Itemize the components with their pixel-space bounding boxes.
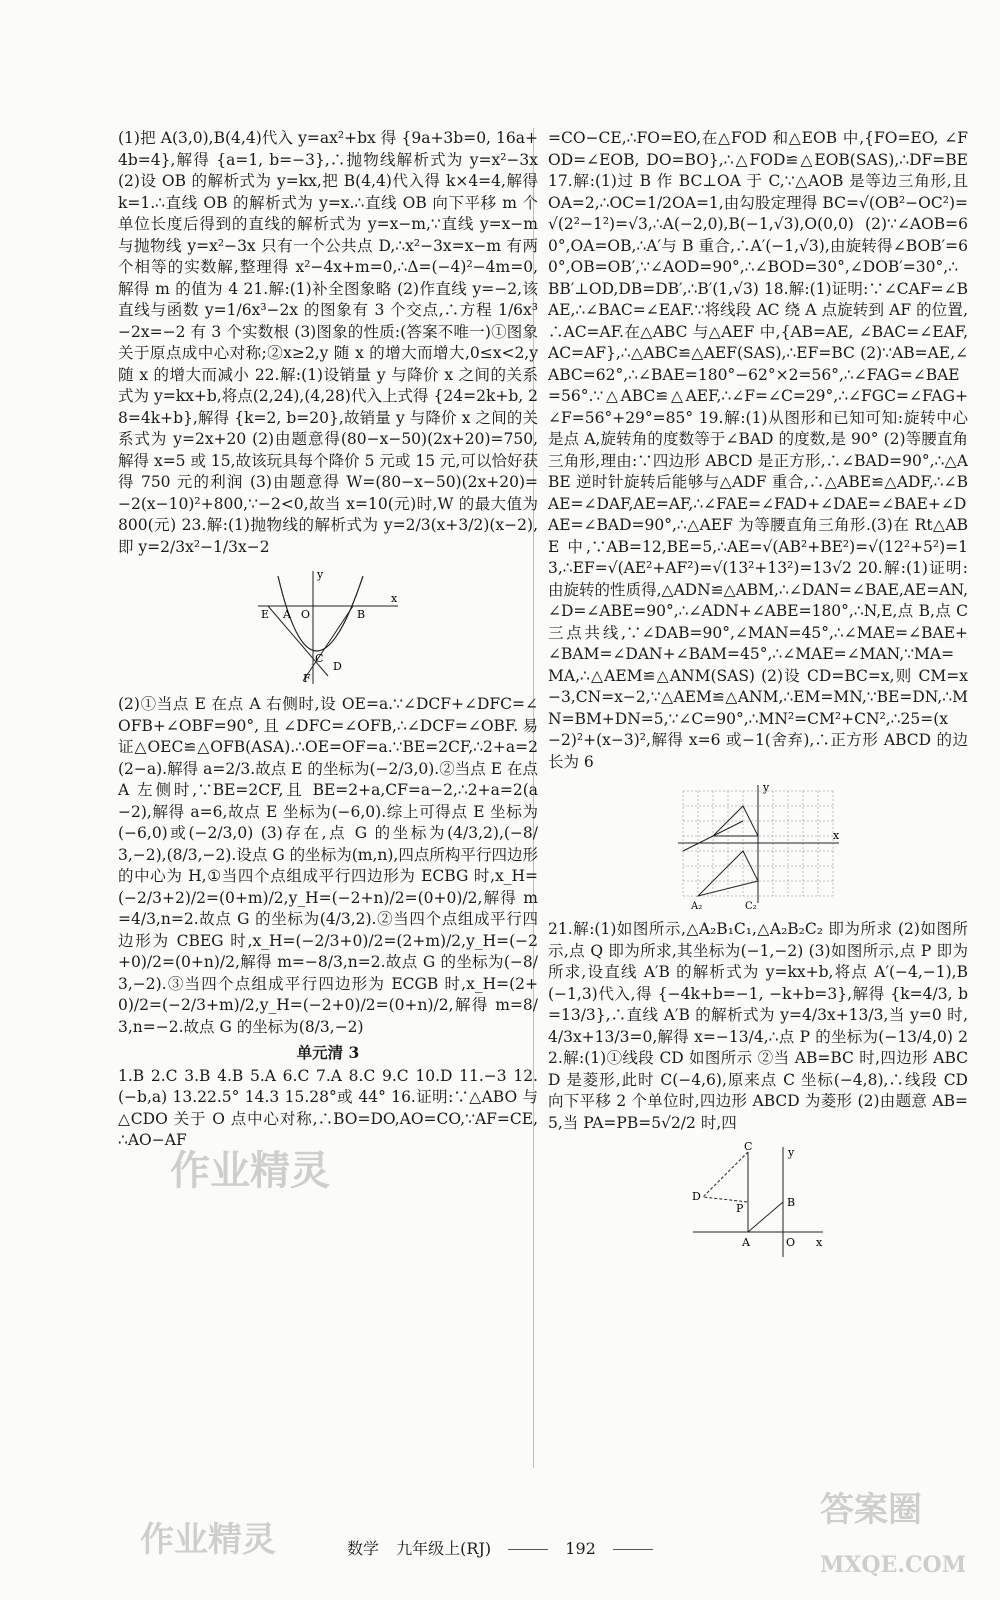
parabola-figure [253,566,403,686]
fig-label: E [261,608,270,621]
fig-label: F [303,672,311,685]
footer-subject: 数学 [347,1539,380,1558]
page-number: 192 [565,1539,596,1558]
fig-label: C [315,652,324,665]
fig-label: O [301,608,311,621]
answer-block: (1)把 A(3,0),B(4,4)代入 y=ax²+bx 得 {9a+3b=0, 16a+4b=4},解得 {a=1, b=−3},∴抛物线解析式为 y=x²−3x (2)设 OB 的解析式为 y=kx,把 B(4,4)代入得 k×4=4,解得 k=1.∴直线 OB 的解析式为 y=x.∴直线 OB 向下平移 m 个单位长度后得到的直线的解析式为 y=x−m,∵直线 y=x−m 与抛物线 y=x²−3x 只有一个公共点 D,∴x²−3x=x−m 有两个相等的实数解,整理得 x²−4x+m=0,∴Δ=(−4)²−4m=0,解得 m 的值为 4 21.解:(1)补全图象略 (2)作直线 y=−2,该直线与函数 y=1/6x³−2x 的图象有 3 个交点,∴方程 1/6x³−2x=−2 有 3 个实数根 (3)图象的性质:(答案不唯一)①图象关于原点成中心对称;②x≥2,y 随 x 的增大而增大,0≤x<2,y 随 x 的增大而减小 22.解:(1)设销量 y 与降价 x 之间的关系式为 y=kx+b,将点(2,24),(4,28)代入上式得 {24=2k+b, 28=4k+b},解得 {k=2, b=20},故销量 y 与降价 x 之间的关系式为 y=2x+20 (2)由题意得(80−x−50)(2x+20)=750,解得 x=5 或 15,故该玩具每个降价 5 元或 15 元,可以恰好获得 750 元的利润 (3)由题意得 W=(80−x−50)(2x+20)=−2(x−10)²+800,∵−2<0,故当 x=10(元)时,W 的最大值为 800(元) 23.解:(1)抛物线的解析式为 y=2/3(x+3/2)(x−2),即 y=2/3x²−1/3x−2 [118,129,538,556]
footer-rule [613,1549,653,1550]
fig-label: x [391,592,398,605]
fig-label: D [692,1190,701,1203]
fig-label: x [816,1236,823,1249]
left-column [118,128,538,1152]
fig-label: A [742,1236,750,1249]
page-footer [0,1538,1000,1560]
unit-answers: 1.B 2.C 3.B 4.B 5.A 6.C 7.A 8.C 9.C 10.D 11.−3 12.(−b,a) 13.22.5° 14.3 15.28°或 44° 16.证明:∵△ABO 与△CDO 关于 O 点中心对称,∴BO=DO,AO=CO,∵AF=CE,∴AO−AF [118,1066,538,1149]
fig-label: C₂ [745,901,757,911]
fig-label: O [786,1236,796,1249]
watermark: 答案圈 [820,1490,922,1530]
fig-label: P [736,1202,744,1215]
answer-block: 21.解:(1)如图所示,△A₂B₁C₁,△A₂B₂C₂ 即为所求 (2)如图所示,点 Q 即为所求,其坐标为(−1,−2) (3)如图所示,点 P 即为所求,设直线 A′B 的解析式为 y=kx+b,将点 A′(−4,−1),B(−1,3)代入,得 {−4k+b=−1, −k+b=3},解得 {k=4/3, b=13/3},∴直线 A′B 的解析式为 y=4/3x+13/3,当 y=0 时,4/3x+13/3=0,解得 x=−13/4,∴点 P 的坐标为(−13/4,0) 22.解:(1)①线段 CD 如图所示 ②当 AB=BC 时,四边形 ABCD 是菱形,此时 C(−4,6),原来点 C 坐标(−4,8),∴线段 CD 向下平移 2 个单位时,四边形 ABCD 为菱形 (2)由题意 AB=5,当 PA=PB=5√2/2 时,四 [548,920,968,1132]
fig-label: B [357,608,366,621]
fig-label: B [787,1196,796,1209]
fig-label: y [317,568,324,581]
watermark: 作业精灵 [170,1147,330,1194]
answer-block: (2)①当点 E 在点 A 右侧时,设 OE=a.∵∠DCF+∠DFC=∠OFB+∠OBF=90°,且∠DFC=∠OFB,∴∠DCF=∠OBF.易证△OEC≌△OFB(ASA).∴OE=OF=a.∵BE=2CF,∴2+a=2(2−a).解得 a=2/3.故点 E 的坐标为(−2/3,0).②当点 E 在点 A 左侧时,∵BE=2CF,且 BE=2+a,CF=a−2,∴2+a=2(a−2),解得 a=6,故点 E 坐标为(−6,0).综上可得点 E 坐标为(−6,0)或(−2/3,0) (3)存在,点 G 的坐标为(4/3,2),(−8/3,−2),(8/3,−2).设点 G 的坐标为(m,n),四点所构平行四边形的中心为 H,①当四个点组成平行四边形为 ECBG 时,x_H=(−2/3+2)/2=(0+m)/2,y_H=(−2+n)/2=(0+0)/2,解得 m=4/3,n=2.故点 G 的坐标为(4/3,2).②当四个点组成平行四边形为 CBEG 时,x_H=(−2/3+0)/2=(2+m)/2,y_H=(−2+0)/2=(0+n)/2,解得 m=−8/3,n=2.故点 G 的坐标为(−8/3,−2).③当四个点组成平行四边形为 ECGB 时,x_H=(2+0)/2=(−2/3+m)/2,y_H=(−2+0)/2=(0+n)/2,解得 m=8/3,n=−2.故点 G 的坐标为(8/3,−2) [118,695,538,1036]
grid-figure [673,781,843,911]
fig-label: A [283,608,291,621]
right-column [548,128,968,1270]
fig-label: y [763,781,770,794]
watermark: MXQE.COM [820,1552,967,1578]
fig-label: A₂ [691,901,703,911]
fig-label: D [333,660,342,673]
answer-block: =CO−CE,∴FO=EO,在△FOD 和△EOB 中,{FO=EO, ∠FOD=∠EOB, DO=BO},∴△FOD≌△EOB(SAS),∴DF=BE 17.解:(1)过 B 作 BC⊥OA 于 C,∵△AOB 是等边三角形,且 OA=2,∴OC=1/2OA=1,由勾股定理得 BC=√(OB²−OC²)=√(2²−1²)=√3,∴A(−2,0),B(−1,√3),O(0,0) (2)∵∠AOB=60°,OA=OB,∴A′与 B 重合,∴A′(−1,√3),由旋转得∠BOB′=60°,OB=OB′,∵∠AOD=90°,∴∠BOD=30°,∠DOB′=30°,∴BB′⊥OD,DB=DB′,∴B′(1,√3) 18.解:(1)证明:∵∠CAF=∠BAE,∴∠BAC=∠EAF.∵将线段 AC 绕 A 点旋转到 AF 的位置,∴AC=AF.在△ABC 与△AEF 中,{AB=AE, ∠BAC=∠EAF, AC=AF},∴△ABC≌△AEF(SAS),∴EF=BC (2)∵AB=AE,∠ABC=62°,∴∠BAE=180°−62°×2=56°,∴∠FAG=∠BAE=56°.∵△ABC≌△AEF,∴∠F=∠C=29°,∴∠FGC=∠FAG+∠F=56°+29°=85° 19.解:(1)从图形和已知可知:旋转中心是点 A,旋转角的度数等于∠BAD 的度数,是 90° (2)等腰直角三角形,理由:∵四边形 ABCD 是正方形,∴∠BAD=90°,∴△ABE 逆时针旋转后能够与△ADF 重合,∴△ABE≌△ADF,∴∠BAE=∠DAF,AE=AF,∴∠FAE=∠FAD+∠DAE=∠BAE+∠DAE=∠BAD=90°,∴△AEF 为等腰直角三角形.(3)在 Rt△ABE 中,∵AB=12,BE=5,∴AE=√(AB²+BE²)=√(12²+5²)=13,∴EF=√(AE²+AF²)=√(13²+13²)=13√2 20.解:(1)证明:由旋转的性质得,△ADN≌△ABM,∴∠DAN=∠BAE,AE=AN,∠D=∠ABE=90°,∴∠ADN+∠ABE=180°,∴N,E,点 B,点 C 三点共线,∵∠DAB=90°,∠MAN=45°,∴∠MAE=∠BAE+∠BAM=∠DAN+∠BAM=45°,∴∠MAE=∠MAN,∵MA=MA,∴△AEM≌△ANM(SAS) (2)设 CD=BC=x,则 CM=x−3,CN=x−2,∵△AEM≌△ANM,∴EM=MN,∵BE=DN,∴MN=BM+DN=5,∵∠C=90°,∴MN²=CM²+CN²,∴25=(x−2)²+(x−3)²,解得 x=6 或−1(舍弃),∴正方形 ABCD 的边长为 6 [548,129,968,771]
section-title: 单元清 3 [296,1043,360,1062]
footer-grade: 九年级上(RJ) [396,1539,492,1558]
fig-label: y [788,1146,795,1159]
rhombus-figure [688,1142,828,1262]
watermark: 作业精灵 [140,1520,276,1560]
fig-label: x [833,829,840,842]
footer-rule [508,1549,548,1550]
fig-label: C [744,1142,753,1153]
